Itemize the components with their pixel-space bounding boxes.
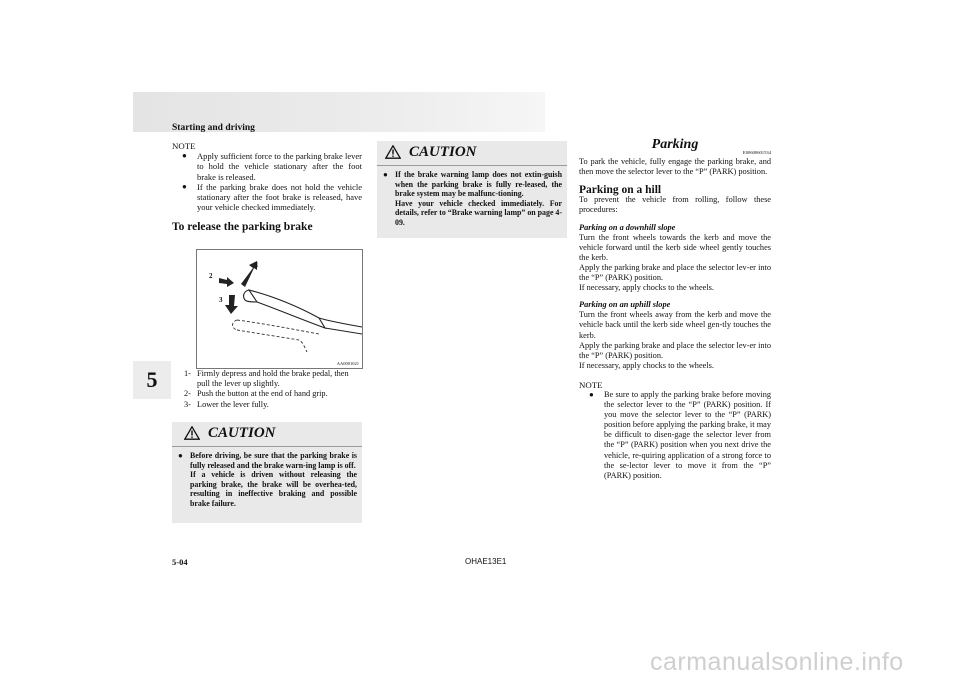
note-bullet: ● Apply sufficient force to the parking brake lever to hold the vehicle stationary after the foot brake is released. xyxy=(182,151,362,182)
caution-header xyxy=(377,141,567,166)
figure-label-2: 2 xyxy=(209,272,213,280)
document-code: OHAE13E1 xyxy=(465,557,507,566)
watermark: carmanualsonline.info xyxy=(650,648,904,676)
chapter-tab: 5 xyxy=(133,361,171,399)
page-number: 5-04 xyxy=(172,557,188,567)
uphill-heading: Parking on an uphill slope xyxy=(579,300,671,310)
section-code: E00600601534 xyxy=(742,150,771,156)
figure-code: AA0001021 xyxy=(336,361,359,366)
caution-title: CAUTION xyxy=(409,144,477,160)
warning-triangle-icon xyxy=(385,145,401,159)
bullet-icon: ● xyxy=(182,181,187,191)
release-heading: To release the parking brake xyxy=(172,221,313,234)
downhill-heading: Parking on a downhill slope xyxy=(579,222,676,232)
figure-label-1: 1 xyxy=(255,261,259,269)
caution-body: ● Before driving, be sure that the parking brake is fully released and the brake warn-ing lamp is off. If a vehicle is driven without releasing the parking brake, the brake will be overhea-ted, resulting in ineffective braking and possible brake failure. xyxy=(178,451,357,508)
hill-heading: Parking on a hill xyxy=(579,184,662,197)
bullet-icon: ● xyxy=(178,451,183,460)
bullet-icon: ● xyxy=(589,389,594,399)
bullet-icon: ● xyxy=(182,151,187,161)
left-column xyxy=(172,141,362,233)
step-item: 1- Firmly depress and hold the brake pedal, then pull the lever up slightly. xyxy=(184,369,349,389)
note-label: NOTE xyxy=(172,141,196,151)
step-item: 2- Push the button at the end of hand grip. xyxy=(184,389,328,399)
figure-label-3: 3 xyxy=(219,296,223,304)
release-steps xyxy=(184,369,362,410)
parking-title: Parking xyxy=(651,137,699,152)
parking-brake-figure xyxy=(196,249,363,369)
note-bullet: ● Be sure to apply the parking brake before moving the selector lever to the “P” (PARK) position. If you move the selector lever to the “P” (PARK) position before applying the parking brake, it may be difficult to disen-gage the selector lever from the “P” (PARK) position when you next drive the vehicle, re-quiring application of a strong force to the se-lector lever to move it from the “P” (PARK) position. xyxy=(589,389,771,480)
step-item: 3- Lower the lever fully. xyxy=(184,399,269,409)
caution-box-left xyxy=(172,422,362,523)
note-label: NOTE xyxy=(579,379,603,390)
bullet-icon: ● xyxy=(383,170,388,179)
parking-intro: To park the vehicle, fully engage the parking brake, and then move the selector lever to the “P” (PARK) position. xyxy=(579,157,771,177)
caution-box-middle xyxy=(377,141,567,238)
hill-intro: To prevent the vehicle from rolling, follow these procedures: xyxy=(579,195,771,215)
right-column: Parking E00600601534 To park the vehicle, fully engage the parking brake, and then move the selector lever to the “P” (PARK) position. Parking on a hill To prevent the vehicle from rolling, follow these procedures: Parking on a downhill slope Turn the front wheels towards the kerb and move the vehicle forward until the kerb side wheel gently touches the kerb. Apply the parking brake and place the selector lev-er into the “P” (PARK) position. If necessary, apply chocks to the wheels. Parking on an uphill slope Turn the front wheels away from the kerb and move the vehicle back until the kerb side wheel gen-tly touches the kerb. Apply the parking brake and place the selector lev-er into the “P” (PARK) position. If necessary, apply chocks to the wheels. NOTE ● Be sure to apply the parking brake before moving the selector lever to the “P” (PARK) position. If you move the selector lever to the “P” (PARK) position before applying the parking brake, it may be difficult to disen-gage the selector lever from the “P” (PARK) position when you next drive the vehicle, re-quiring application of a strong force to the se-lector lever to move it from the “P” (PARK) position. xyxy=(579,137,771,480)
section-title: Starting and driving xyxy=(172,123,255,133)
caution-header xyxy=(172,422,362,447)
note-bullet: ● If the parking brake does not hold the vehicle stationary after the foot brake is released, have your vehicle checked immediately. xyxy=(182,181,362,213)
caution-body: ● If the brake warning lamp does not extin-guish when the parking brake is fully re-leased, the brake system may be malfunc-tioning. Have your vehicle checked immediately. For details, refer to “Brake warning lamp” on page 4-09. xyxy=(383,170,562,227)
parking-brake-lever-illustration xyxy=(197,250,362,368)
caution-title: CAUTION xyxy=(208,425,276,441)
warning-triangle-icon xyxy=(184,426,200,440)
